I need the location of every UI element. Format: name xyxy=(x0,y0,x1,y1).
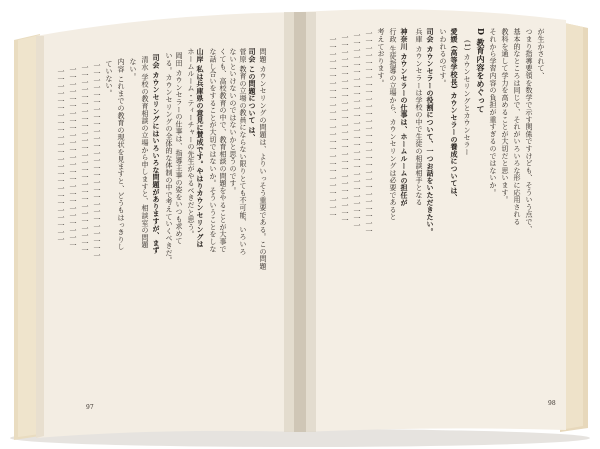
right-col-14: 考えております。 xyxy=(377,28,385,87)
right-col-5: それから学習内容の負担が重すぎるのではないか。 xyxy=(489,28,497,196)
left-col-2: 司会 この問題について は、 xyxy=(248,48,257,142)
right-col-16: 一一一一一一一一一一一一一一一一一一一一一一一一一一一 xyxy=(353,32,361,230)
right-col-10: 司会 カウンセラーの役割について、一つお話をいただきたい。 xyxy=(426,28,435,236)
left-col-19: 一一一一一一一一一一一一一一一一一一一一一一一一 xyxy=(57,68,65,244)
right-col-12: 神奈川 カウンセラーの仕事は、ホームルームの担任が xyxy=(400,28,409,206)
right-col-13: 行政 生徒指導の立場から、カウンセリングは必要であると xyxy=(389,28,397,221)
right-col-9: いわれるのです。 xyxy=(439,28,447,87)
left-col-6: な話し合いをすることが大切ではないか。そういうことをしな xyxy=(209,48,217,253)
left-page-number: 97 xyxy=(86,404,94,411)
left-col-16: 一一一一一一一一一一一一一一一一一一一一一一一一一一一 xyxy=(93,62,101,260)
left-col-8: ホームルーム・ティーチャーの先生がやるべきだと思う。 xyxy=(187,48,195,238)
right-page xyxy=(300,0,600,449)
left-col-1: 問題 カウンセリングの問題は、よりいっそう重要である。この問題 xyxy=(259,48,267,270)
right-col-1: が生かされて、 xyxy=(537,28,545,80)
right-sub-heading: (1) カウンセリングとカウンセラー xyxy=(463,40,471,156)
right-col-18: 一一一一一一一一一一一一一一一一一一一一一一一一一 xyxy=(329,36,337,219)
left-col-13: ない。 xyxy=(129,58,137,80)
left-col-15: ていない。 xyxy=(105,60,113,97)
right-col-3: 基本的なところは同じで、それがいろいろな形に応用される xyxy=(513,28,521,226)
right-col-15: 一一一一一一一一一一一一一一一一一一一一一一一一一一一一 xyxy=(365,30,373,235)
left-col-7: 山岸 私は兵庫県の意見に賛成です。やはりカウンセリングは xyxy=(196,48,205,248)
left-col-4: ないといけないのではないかと思うのです。 xyxy=(229,48,237,194)
right-section-heading: D 教育内容をめぐって xyxy=(476,28,486,114)
left-col-11: 司会 カウンセリングにはいろいろな問題がありますが、まず xyxy=(152,54,161,254)
left-col-17: 一一一一一一一一一一一一一一一一一一一一一一一一一一 xyxy=(81,64,89,254)
left-col-14: 内容 これまでの教育の現状を見ますと、どうもはっきりし xyxy=(117,58,125,251)
right-page-number: 98 xyxy=(548,400,556,407)
left-col-10: いる。カウンセリングの全体的な体制の中で考えていくべきだ。 xyxy=(165,52,173,264)
right-col-4: 教科を通して学力を高めることが大切だと思います。 xyxy=(501,28,509,204)
left-col-3: 菅原 教育の立場の教員にならない限りとても不可能、いろいろ xyxy=(239,48,247,255)
left-col-5: くても、高校教育の中で、教育相談の問題をやることが大事で xyxy=(219,48,227,253)
right-col-11: 兵庫 カウンセラーは学校の中で生徒の相談相手となる xyxy=(415,28,423,206)
right-col-2: つまり指導要領を数学で示す関係ですけども、そういう点で、 xyxy=(525,28,533,233)
left-col-18: 一一一一一一一一一一一一一一一一一一一一一一一一一 xyxy=(69,66,77,249)
left-col-12: 清水 学校の教育相談の立場から申しますと、相談室の問題 xyxy=(141,56,149,249)
right-col-8: 愛媛 (高等学校長) カウンセラーの養成については、 xyxy=(450,28,459,202)
right-col-17: 一一一一一一一一一一一一一一一一一一一一一一一一一一 xyxy=(341,34,349,224)
left-col-9: 岡田 カウンセラーの仕事は、指導主事の姿をいつも求めて xyxy=(175,52,183,245)
